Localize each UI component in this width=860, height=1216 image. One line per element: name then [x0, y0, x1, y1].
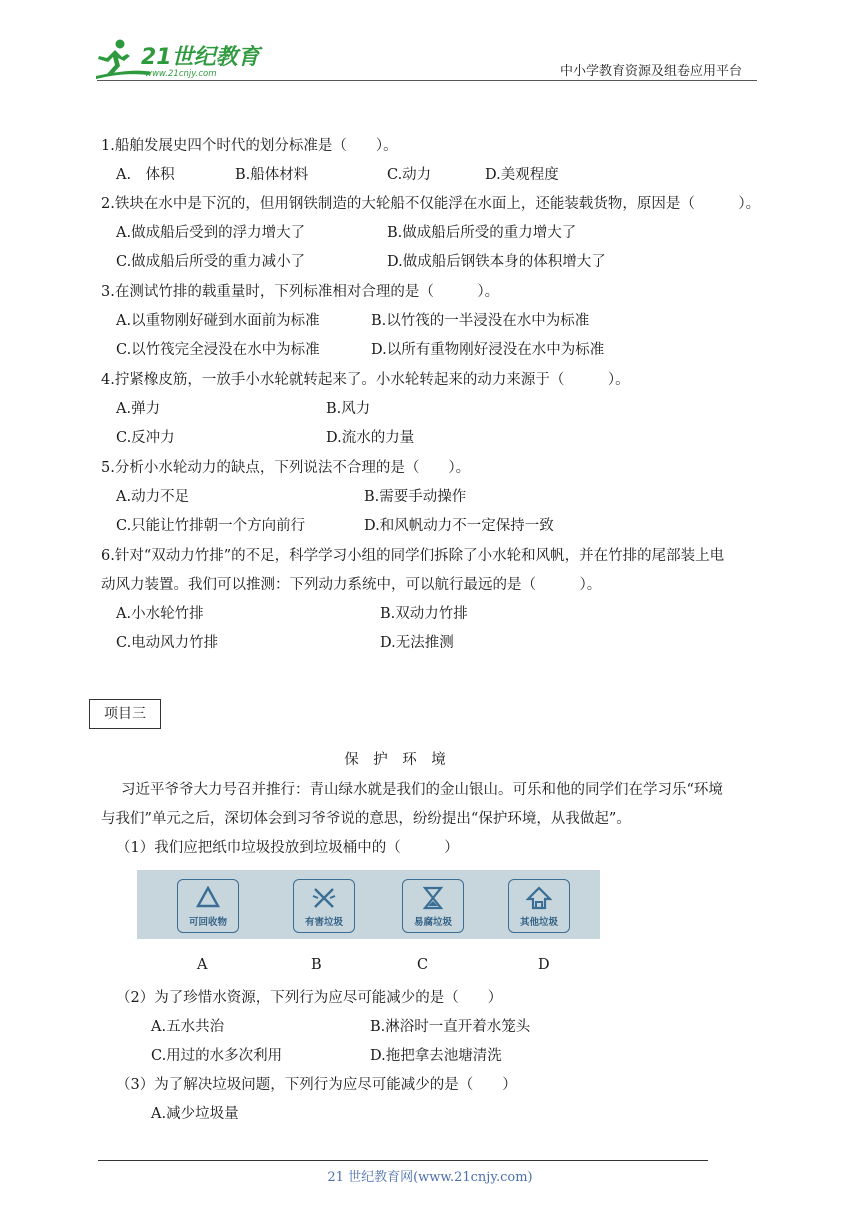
- bin-letter-d: D: [538, 957, 550, 973]
- question-2-option-c[interactable]: C.做成船后所受的重力减小了: [116, 254, 306, 270]
- hazard-icon: [311, 886, 337, 910]
- other-waste-icon: [526, 886, 552, 910]
- question-1-option-d[interactable]: D.美观程度: [485, 167, 559, 183]
- project-subquestion-2: （2）为了珍惜水资源，下列行为应尽可能减少的是（ ）: [116, 990, 503, 1006]
- bin-letter-c: C: [417, 957, 429, 973]
- question-2-stem: 2.铁块在水中是下沉的，但用钢铁制造的大轮船不仅能浮在水面上，还能装载货物，原因是（ ）。: [101, 196, 761, 212]
- bin-recyclable[interactable]: [177, 879, 239, 933]
- runner-logo-icon: [93, 38, 263, 82]
- header-divider: [97, 80, 757, 81]
- question-4-stem: 4.拧紧橡皮筋，一放手小水轮就转起来了。小水轮转起来的动力来源于（ ）。: [101, 372, 630, 388]
- bin-label: 有害垃圾: [304, 917, 343, 928]
- bin-label: 易腐垃圾: [413, 917, 452, 928]
- question-4-option-b[interactable]: B.风力: [326, 401, 371, 417]
- question-2-option-b[interactable]: B.做成船后所受的重力增大了: [387, 225, 577, 241]
- question-1-stem: 1.船舶发展史四个时代的划分标准是（ ）。: [101, 138, 398, 154]
- project-subquestion-3: （3）为了解决垃圾问题，下列行为应尽可能减少的是（ ）: [116, 1077, 517, 1093]
- question-3-option-a[interactable]: A.以重物刚好碰到水面前为标准: [116, 313, 320, 329]
- subquestion-2-option-b[interactable]: B.淋浴时一直开着水笼头: [370, 1019, 531, 1035]
- project-subquestion-1: （1）我们应把纸巾垃圾投放到垃圾桶中的（ ）: [116, 840, 459, 856]
- bin-label: 可回收物: [188, 917, 227, 928]
- project-intro-line-1: 习近平爷爷大力号召并推行：青山绿水就是我们的金山银山。可乐和他的同学们在学习乐“环境: [121, 782, 723, 798]
- footer-site-link[interactable]: 21 世纪教育网(www.21cnjy.com): [327, 1170, 533, 1185]
- question-5-option-a[interactable]: A.动力不足: [116, 489, 190, 505]
- question-1-option-c[interactable]: C.动力: [387, 167, 432, 183]
- question-3-option-c[interactable]: C.以竹筏完全浸没在水中为标准: [116, 342, 320, 358]
- logo-text: 21世纪教育: [141, 45, 260, 70]
- hourglass-icon: [420, 886, 446, 910]
- question-3-option-b[interactable]: B.以竹筏的一半浸没在水中为标准: [371, 313, 590, 329]
- subquestion-3-option-a[interactable]: A.减少垃圾量: [151, 1106, 239, 1122]
- project-intro-line-2: 与我们”单元之后，深切体会到习爷爷说的意思，纷纷提出“保护环境，从我做起”。: [101, 811, 631, 827]
- question-5-stem: 5.分析小水轮动力的缺点，下列说法不合理的是（ ）。: [101, 460, 471, 476]
- site-logo: [93, 38, 263, 82]
- question-6-option-c[interactable]: C.电动风力竹排: [116, 635, 219, 651]
- question-4-option-a[interactable]: A.弹力: [116, 401, 161, 417]
- question-1-option-a[interactable]: A. 体积: [116, 167, 175, 183]
- bin-letter-a: A: [197, 957, 208, 973]
- question-5-option-b[interactable]: B.需要手动操作: [364, 489, 467, 505]
- bin-other[interactable]: [508, 879, 570, 933]
- bin-perishable[interactable]: [402, 879, 464, 933]
- question-3-option-d[interactable]: D.以所有重物刚好浸没在水中为标准: [371, 342, 605, 358]
- question-6-stem-line-2: 动风力装置。我们可以推测：下列动力系统中，可以航行最远的是（ ）。: [101, 577, 602, 593]
- question-3-stem: 3.在测试竹排的载重量时，下列标准相对合理的是（ ）。: [101, 284, 500, 300]
- bin-hazardous[interactable]: [293, 879, 355, 933]
- subquestion-2-option-d[interactable]: D.拖把拿去池塘清洗: [370, 1048, 502, 1064]
- recycle-icon: [195, 886, 221, 910]
- question-6-stem-line-1: 6.针对“双动力竹排”的不足，科学学习小组的同学们拆除了小水轮和风帆，并在竹排的尾部装上电: [101, 548, 725, 564]
- subquestion-2-option-c[interactable]: C.用过的水多次利用: [151, 1048, 283, 1064]
- question-5-option-d[interactable]: D.和风帆动力不一定保持一致: [364, 518, 554, 534]
- bin-letter-b: B: [311, 957, 322, 973]
- project-label-box: 项目三: [89, 699, 161, 729]
- question-4-option-c[interactable]: C.反冲力: [116, 430, 175, 446]
- footer-divider: [98, 1160, 708, 1161]
- logo-url: www.21cnjy.com: [145, 69, 217, 79]
- question-4-option-d[interactable]: D.流水的力量: [326, 430, 415, 446]
- question-1-option-b[interactable]: B.船体材料: [235, 167, 309, 183]
- subquestion-2-option-a[interactable]: A.五水共治: [151, 1019, 225, 1035]
- project-title: 保 护 环 境: [344, 752, 446, 768]
- question-6-option-d[interactable]: D.无法推测: [380, 635, 454, 651]
- bin-label: 其他垃圾: [519, 917, 558, 928]
- waste-bins-image: [137, 870, 600, 939]
- platform-label: 中小学教育资源及组卷应用平台: [560, 63, 743, 78]
- question-5-option-c[interactable]: C.只能让竹排朝一个方向前行: [116, 518, 306, 534]
- question-2-option-a[interactable]: A.做成船后受到的浮力增大了: [116, 225, 306, 241]
- question-2-option-d[interactable]: D.做成船后钢铁本身的体积增大了: [387, 254, 606, 270]
- question-6-option-b[interactable]: B.双动力竹排: [380, 606, 468, 622]
- question-6-option-a[interactable]: A.小水轮竹排: [116, 606, 204, 622]
